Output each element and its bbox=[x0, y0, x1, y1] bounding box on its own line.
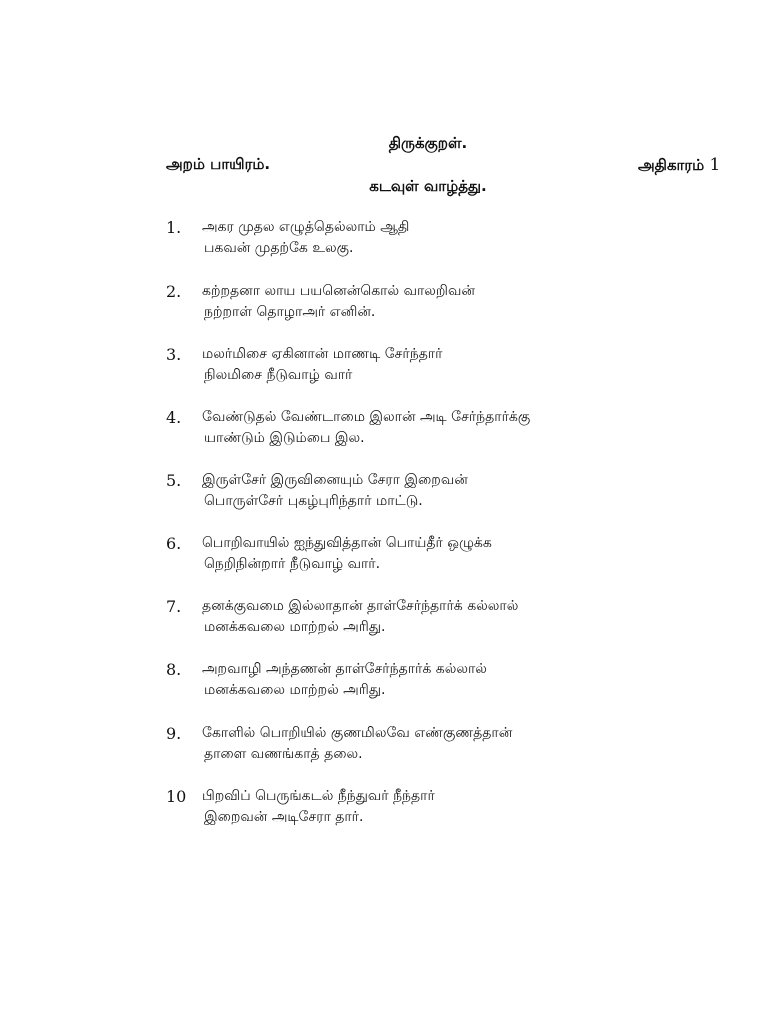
verse-line-1: பொறிவாயில் ஐந்துவித்தான் பொய்தீர் ஒழுக்க bbox=[202, 535, 492, 551]
verse-2 bbox=[166, 282, 726, 320]
verse-number: 8. bbox=[166, 660, 182, 679]
verse-line-2: மனக்கவலை மாற்றல் அரிது. bbox=[204, 682, 386, 698]
verse-number: 1. bbox=[166, 218, 182, 237]
verse-number: 6. bbox=[166, 534, 182, 553]
verse-7 bbox=[166, 597, 726, 635]
chapter-title: கடவுள் வாழ்த்து. bbox=[369, 177, 487, 195]
verse-line-2: தாளை வணங்காத் தலை. bbox=[204, 746, 363, 762]
verse-line-2: பகவன் முதற்கே உலகு. bbox=[204, 240, 354, 256]
verse-line-1: அறவாழி அந்தணன் தாள்சேர்ந்தார்க் கல்லால் bbox=[202, 661, 487, 677]
verse-line-1: வேண்டுதல் வேண்டாமை இலான் அடி சேர்ந்தார்க்கு bbox=[202, 409, 531, 425]
verse-10 bbox=[166, 787, 726, 825]
verse-4 bbox=[166, 408, 726, 446]
verse-line-1: கோளில் பொறியில் குணமிலவே எண்குணத்தான் bbox=[202, 725, 513, 741]
verse-line-1: கற்றதனா லாய பயனென்கொல் வாலறிவன் bbox=[202, 283, 475, 299]
verse-number: 2. bbox=[166, 282, 182, 301]
verse-1 bbox=[166, 218, 726, 256]
verse-5 bbox=[166, 471, 726, 509]
verse-line-2: நிலமிசை நீடுவாழ் வார் bbox=[204, 367, 353, 383]
verse-number: 3. bbox=[166, 345, 182, 364]
chapter-label: அதிகாரம் bbox=[638, 156, 705, 174]
verse-6 bbox=[166, 534, 726, 572]
verse-8 bbox=[166, 660, 726, 698]
verse-3 bbox=[166, 345, 726, 383]
verse-line-1: தனக்குவமை இல்லாதான் தாள்சேர்ந்தார்க் கல்லால் bbox=[202, 598, 519, 614]
verse-number: 9. bbox=[166, 724, 182, 743]
verse-number: 5. bbox=[166, 471, 182, 490]
section-heading: அறம் பாயிரம். bbox=[166, 155, 271, 173]
chapter-number: 1 bbox=[709, 155, 721, 175]
verse-9 bbox=[166, 724, 726, 762]
verse-line-2: யாண்டும் இடும்பை இல. bbox=[204, 430, 365, 446]
verse-line-2: நற்றாள் தொழாஅர் எனின். bbox=[204, 304, 376, 320]
chapter-heading bbox=[638, 155, 720, 176]
verse-line-2: பொருள்சேர் புகழ்புரிந்தார் மாட்டு. bbox=[204, 493, 423, 509]
verse-number: 7. bbox=[166, 597, 182, 616]
document-title: திருக்குறள். bbox=[388, 134, 468, 152]
verse-line-1: மலர்மிசை ஏகினான் மாணடி சேர்ந்தார் bbox=[202, 346, 443, 362]
verse-line-2: இறைவன் அடிசேரா தார். bbox=[204, 809, 364, 825]
verse-line-1: அகர முதல எழுத்தெல்லாம் ஆதி bbox=[202, 219, 410, 235]
verse-line-2: மனக்கவலை மாற்றல் அரிது. bbox=[204, 619, 386, 635]
verse-line-2: நெறிநின்றார் நீடுவாழ் வார். bbox=[204, 556, 381, 572]
verse-number: 10 bbox=[166, 787, 187, 806]
verse-number: 4. bbox=[166, 408, 182, 427]
verse-line-1: பிறவிப் பெருங்கடல் நீந்துவர் நீந்தார் bbox=[202, 788, 435, 804]
verse-line-1: இருள்சேர் இருவினையும் சேரா இறைவன் bbox=[202, 472, 468, 488]
